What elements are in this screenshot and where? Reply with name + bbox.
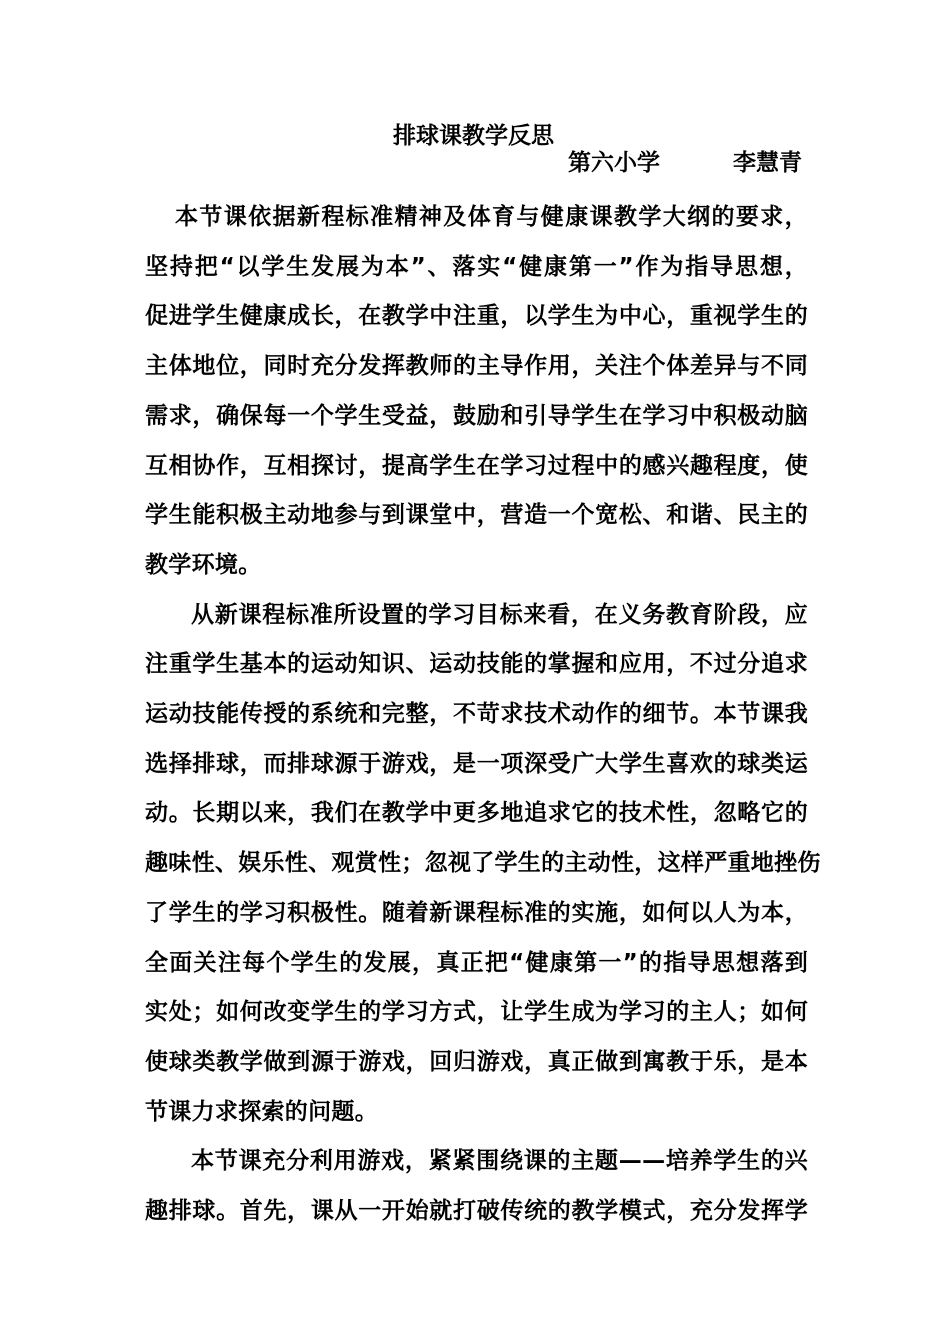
text-line: 全面关注每个学生的发展，真正把“健康第一”的指导思想落到	[145, 949, 808, 976]
text-line: 趣排球。首先，课从一开始就打破传统的教学模式，充分发挥学	[145, 1198, 808, 1225]
text-line: 学生能积极主动地参与到课堂中，营造一个宽松、和谐、民主的	[145, 502, 808, 529]
text-line: 运动技能传授的系统和完整，不苛求技术动作的细节。本节课我	[145, 701, 808, 728]
text-line: 了学生的学习积极性。随着新课程标准的实施，如何以人为本，	[145, 899, 808, 926]
text-line: 互相协作，互相探讨，提高学生在学习过程中的感兴趣程度，使	[145, 452, 808, 479]
text-line: 动。长期以来，我们在教学中更多地追求它的技术性，忽略它的	[145, 800, 808, 827]
text-line: 趣味性、娱乐性、观赏性；忽视了学生的主动性，这样严重地挫伤	[145, 850, 821, 877]
text-line: 主体地位，同时充分发挥教师的主导作用，关注个体差异与不同	[145, 353, 808, 380]
document-title: 排球课教学反思	[393, 123, 554, 149]
byline	[568, 147, 802, 179]
text-line: 教学环境。	[145, 551, 262, 578]
text-line: 促进学生健康成长，在教学中注重，以学生为中心，重视学生的	[145, 303, 808, 330]
paragraph	[145, 193, 808, 591]
document-body	[145, 193, 821, 1237]
text-line: 从新课程标准所设置的学习目标来看，在义务教育阶段，应	[191, 601, 808, 628]
text-line: 注重学生基本的运动知识、运动技能的掌握和应用，不过分追求	[145, 651, 808, 678]
text-line: 节课力求探索的问题。	[145, 1098, 378, 1125]
text-line: 实处；如何改变学生的学习方式，让学生成为学习的主人；如何	[145, 999, 808, 1026]
school-name: 第六小学	[568, 150, 660, 176]
text-line: 使球类教学做到源于游戏，回归游戏，真正做到寓教于乐，是本	[145, 1048, 808, 1075]
text-line: 本节课充分利用游戏，紧紧围绕课的主题——培养学生的兴	[191, 1148, 808, 1175]
text-line: 需求，确保每一个学生受益，鼓励和引导学生在学习中积极动脑	[145, 402, 808, 429]
paragraph	[145, 591, 821, 1138]
text-line: 选择排球，而排球源于游戏，是一项深受广大学生喜欢的球类运	[145, 750, 808, 777]
paragraph	[145, 1137, 808, 1236]
author-name: 李慧青	[733, 150, 802, 176]
text-line: 坚持把“以学生发展为本”、落实“健康第一”作为指导思想，	[145, 253, 808, 280]
text-line: 本节课依据新程标准精神及体育与健康课教学大纲的要求，	[175, 204, 808, 230]
